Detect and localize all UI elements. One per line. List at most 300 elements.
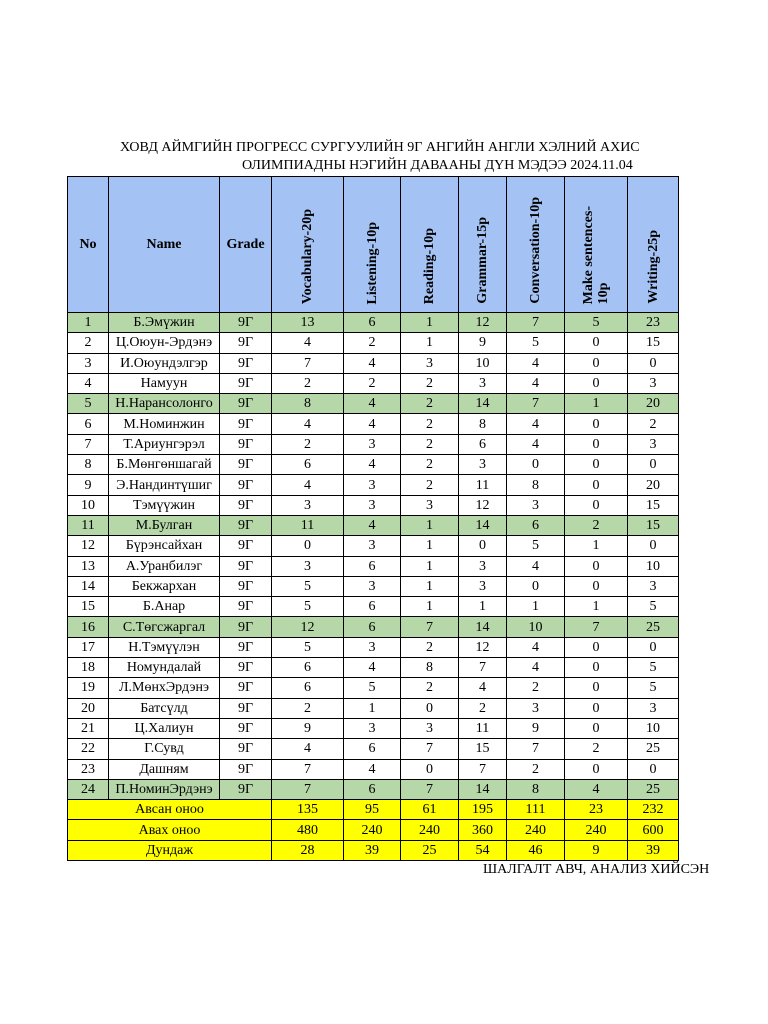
cell-name: Т.Ариунгэрэл — [109, 434, 220, 454]
cell-name: Номундалай — [109, 658, 220, 678]
cell-name: Ц.Халиун — [109, 718, 220, 738]
table-row — [68, 536, 679, 556]
cell-score: 9 — [507, 718, 565, 738]
cell-score: 2 — [272, 434, 344, 454]
header-reading: Reading-10p — [401, 177, 459, 313]
cell-score: 0 — [507, 576, 565, 596]
cell-score: 20 — [628, 394, 679, 414]
header-grammar: Grammar-15p — [459, 177, 507, 313]
cell-score: 6 — [344, 313, 401, 333]
cell-name: С.Төгсжаргал — [109, 617, 220, 637]
cell-score: 3 — [459, 373, 507, 393]
cell-grade: 9Г — [220, 759, 272, 779]
cell-name: Н.Тэмүүлэн — [109, 637, 220, 657]
table-row — [68, 373, 679, 393]
summary-value: 28 — [272, 840, 344, 860]
cell-grade: 9Г — [220, 576, 272, 596]
cell-score: 6 — [272, 678, 344, 698]
cell-score: 1 — [565, 597, 628, 617]
cell-score: 2 — [344, 373, 401, 393]
cell-score: 11 — [272, 515, 344, 535]
cell-score: 0 — [565, 718, 628, 738]
summary-value: 9 — [565, 840, 628, 860]
summary-value: 95 — [344, 800, 401, 820]
summary-value: 39 — [628, 840, 679, 860]
cell-score: 4 — [272, 414, 344, 434]
cell-name: Б.Анар — [109, 597, 220, 617]
cell-grade: 9Г — [220, 718, 272, 738]
cell-score: 4 — [344, 394, 401, 414]
summary-label: Авах оноо — [68, 820, 272, 840]
cell-name: Дашням — [109, 759, 220, 779]
cell-score: 6 — [507, 515, 565, 535]
cell-score: 2 — [401, 637, 459, 657]
cell-no: 22 — [68, 739, 109, 759]
table-row — [68, 739, 679, 759]
cell-score: 10 — [628, 556, 679, 576]
footer-note: ШАЛГАЛТ АВЧ, АНАЛИЗ ХИЙСЭН — [483, 862, 710, 877]
cell-grade: 9Г — [220, 495, 272, 515]
cell-score: 2 — [507, 759, 565, 779]
cell-score: 1 — [565, 536, 628, 556]
summary-value: 480 — [272, 820, 344, 840]
cell-score: 1 — [344, 698, 401, 718]
cell-score: 4 — [344, 353, 401, 373]
header-make-sentences: Make sentences- 10p — [565, 177, 628, 313]
cell-score: 3 — [628, 698, 679, 718]
cell-score: 0 — [565, 434, 628, 454]
cell-score: 8 — [401, 658, 459, 678]
header-vocabulary: Vocabulary-20p — [272, 177, 344, 313]
cell-score: 0 — [565, 373, 628, 393]
cell-grade: 9Г — [220, 597, 272, 617]
cell-no: 4 — [68, 373, 109, 393]
table-row — [68, 455, 679, 475]
cell-score: 3 — [344, 637, 401, 657]
cell-score: 6 — [344, 739, 401, 759]
table-row — [68, 556, 679, 576]
cell-score: 1 — [401, 536, 459, 556]
summary-value: 600 — [628, 820, 679, 840]
cell-score: 0 — [628, 637, 679, 657]
cell-score: 2 — [401, 475, 459, 495]
cell-score: 14 — [459, 617, 507, 637]
cell-no: 8 — [68, 455, 109, 475]
cell-score: 3 — [344, 475, 401, 495]
summary-value: 111 — [507, 800, 565, 820]
cell-score: 4 — [507, 658, 565, 678]
table-row — [68, 333, 679, 353]
table-row — [68, 394, 679, 414]
summary-value: 61 — [401, 800, 459, 820]
cell-score: 0 — [565, 658, 628, 678]
cell-score: 4 — [272, 333, 344, 353]
cell-no: 11 — [68, 515, 109, 535]
cell-grade: 9Г — [220, 556, 272, 576]
cell-name: Л.МөнхЭрдэнэ — [109, 678, 220, 698]
summary-value: 135 — [272, 800, 344, 820]
cell-no: 3 — [68, 353, 109, 373]
cell-grade: 9Г — [220, 353, 272, 373]
cell-no: 16 — [68, 617, 109, 637]
summary-value: 25 — [401, 840, 459, 860]
cell-score: 8 — [507, 779, 565, 799]
cell-score: 4 — [272, 739, 344, 759]
summary-value: 240 — [565, 820, 628, 840]
cell-score: 1 — [507, 597, 565, 617]
cell-score: 6 — [344, 779, 401, 799]
cell-score: 2 — [272, 698, 344, 718]
cell-score: 11 — [459, 475, 507, 495]
cell-score: 8 — [507, 475, 565, 495]
table-row — [68, 353, 679, 373]
summary-value: 39 — [344, 840, 401, 860]
title-line-1: ХОВД АЙМГИЙН ПРОГРЕСС СУРГУУЛИЙН 9Г АНГИЙН АНГЛИ ХЭЛНИЙ АХИС — [120, 140, 640, 155]
cell-score: 7 — [459, 658, 507, 678]
cell-score: 4 — [507, 373, 565, 393]
table-row — [68, 576, 679, 596]
cell-score: 4 — [507, 556, 565, 576]
cell-score: 0 — [272, 536, 344, 556]
cell-score: 0 — [565, 333, 628, 353]
header-writing: Writing-25p — [628, 177, 679, 313]
cell-score: 5 — [507, 333, 565, 353]
results-table — [67, 176, 679, 861]
cell-no: 10 — [68, 495, 109, 515]
cell-name: Б.Эмүжин — [109, 313, 220, 333]
cell-score: 8 — [272, 394, 344, 414]
cell-score: 0 — [401, 698, 459, 718]
cell-score: 7 — [507, 739, 565, 759]
cell-score: 23 — [628, 313, 679, 333]
cell-grade: 9Г — [220, 313, 272, 333]
table-row — [68, 698, 679, 718]
header-no: No — [68, 177, 109, 313]
cell-no: 23 — [68, 759, 109, 779]
cell-score: 3 — [344, 536, 401, 556]
cell-grade: 9Г — [220, 536, 272, 556]
table-row — [68, 475, 679, 495]
cell-score: 6 — [344, 617, 401, 637]
summary-value: 360 — [459, 820, 507, 840]
table-row — [68, 637, 679, 657]
cell-grade: 9Г — [220, 658, 272, 678]
cell-score: 25 — [628, 617, 679, 637]
header-grade: Grade — [220, 177, 272, 313]
cell-grade: 9Г — [220, 475, 272, 495]
cell-no: 1 — [68, 313, 109, 333]
cell-score: 3 — [344, 434, 401, 454]
cell-score: 7 — [272, 779, 344, 799]
cell-score: 5 — [565, 313, 628, 333]
cell-score: 5 — [628, 597, 679, 617]
cell-score: 13 — [272, 313, 344, 333]
cell-score: 5 — [272, 597, 344, 617]
cell-no: 21 — [68, 718, 109, 738]
summary-row — [68, 840, 679, 860]
cell-no: 19 — [68, 678, 109, 698]
cell-score: 9 — [459, 333, 507, 353]
cell-score: 0 — [565, 678, 628, 698]
cell-grade: 9Г — [220, 698, 272, 718]
cell-score: 5 — [272, 576, 344, 596]
cell-score: 3 — [344, 576, 401, 596]
cell-score: 14 — [459, 394, 507, 414]
cell-score: 3 — [507, 495, 565, 515]
cell-score: 8 — [459, 414, 507, 434]
summary-value: 23 — [565, 800, 628, 820]
cell-score: 0 — [565, 637, 628, 657]
cell-score: 12 — [459, 313, 507, 333]
title-line-2: ОЛИМПИАДНЫ НЭГИЙН ДАВААНЫ ДҮН МЭДЭЭ 2024.11.04 — [242, 158, 633, 173]
cell-grade: 9Г — [220, 394, 272, 414]
cell-score: 12 — [459, 637, 507, 657]
cell-grade: 9Г — [220, 637, 272, 657]
cell-score: 15 — [628, 515, 679, 535]
cell-score: 2 — [401, 678, 459, 698]
cell-score: 12 — [459, 495, 507, 515]
cell-score: 2 — [628, 414, 679, 434]
summary-value: 240 — [344, 820, 401, 840]
table-row — [68, 678, 679, 698]
cell-score: 25 — [628, 779, 679, 799]
cell-score: 7 — [507, 313, 565, 333]
cell-no: 15 — [68, 597, 109, 617]
cell-score: 1 — [401, 597, 459, 617]
cell-score: 1 — [401, 576, 459, 596]
cell-score: 5 — [344, 678, 401, 698]
cell-score: 7 — [507, 394, 565, 414]
cell-score: 20 — [628, 475, 679, 495]
cell-score: 1 — [401, 515, 459, 535]
table-row — [68, 617, 679, 637]
table-row — [68, 434, 679, 454]
cell-score: 1 — [401, 313, 459, 333]
cell-grade: 9Г — [220, 515, 272, 535]
cell-score: 3 — [344, 718, 401, 738]
cell-score: 2 — [507, 678, 565, 698]
cell-score: 4 — [272, 475, 344, 495]
header-conversation: Conversation-10p — [507, 177, 565, 313]
cell-name: Э.Нандинтүшиг — [109, 475, 220, 495]
cell-score: 15 — [628, 333, 679, 353]
cell-score: 2 — [459, 698, 507, 718]
cell-score: 1 — [401, 333, 459, 353]
table-row — [68, 313, 679, 333]
cell-grade: 9Г — [220, 739, 272, 759]
cell-score: 4 — [344, 414, 401, 434]
cell-score: 7 — [272, 353, 344, 373]
cell-score: 0 — [565, 556, 628, 576]
cell-name: М.Номинжин — [109, 414, 220, 434]
cell-score: 1 — [459, 597, 507, 617]
cell-no: 17 — [68, 637, 109, 657]
summary-row — [68, 820, 679, 840]
table-row — [68, 718, 679, 738]
cell-grade: 9Г — [220, 617, 272, 637]
cell-no: 24 — [68, 779, 109, 799]
cell-score: 0 — [628, 455, 679, 475]
cell-score: 3 — [459, 556, 507, 576]
cell-score: 7 — [401, 617, 459, 637]
cell-score: 10 — [628, 718, 679, 738]
summary-value: 240 — [401, 820, 459, 840]
cell-score: 6 — [344, 556, 401, 576]
cell-grade: 9Г — [220, 333, 272, 353]
cell-score: 5 — [272, 637, 344, 657]
cell-no: 6 — [68, 414, 109, 434]
cell-name: Бүрэнсайхан — [109, 536, 220, 556]
cell-score: 4 — [507, 637, 565, 657]
cell-score: 3 — [628, 576, 679, 596]
cell-score: 11 — [459, 718, 507, 738]
cell-score: 4 — [507, 353, 565, 373]
cell-score: 4 — [344, 658, 401, 678]
cell-score: 1 — [565, 394, 628, 414]
cell-score: 4 — [344, 515, 401, 535]
cell-score: 3 — [401, 718, 459, 738]
cell-score: 6 — [272, 455, 344, 475]
summary-value: 46 — [507, 840, 565, 860]
cell-score: 3 — [272, 556, 344, 576]
cell-name: Тэмүүжин — [109, 495, 220, 515]
cell-score: 2 — [565, 515, 628, 535]
summary-row — [68, 800, 679, 820]
cell-score: 5 — [628, 658, 679, 678]
cell-name: Н.Нарансолонго — [109, 394, 220, 414]
summary-label: Дундаж — [68, 840, 272, 860]
cell-score: 0 — [459, 536, 507, 556]
cell-name: Г.Сувд — [109, 739, 220, 759]
cell-grade: 9Г — [220, 373, 272, 393]
summary-value: 232 — [628, 800, 679, 820]
cell-score: 3 — [628, 373, 679, 393]
cell-score: 0 — [401, 759, 459, 779]
cell-name: Б.Мөнгөншагай — [109, 455, 220, 475]
table-row — [68, 515, 679, 535]
cell-score: 2 — [272, 373, 344, 393]
cell-no: 9 — [68, 475, 109, 495]
cell-no: 7 — [68, 434, 109, 454]
cell-score: 2 — [401, 414, 459, 434]
cell-score: 15 — [628, 495, 679, 515]
cell-score: 7 — [459, 759, 507, 779]
cell-score: 0 — [565, 495, 628, 515]
table-row — [68, 597, 679, 617]
cell-name: Ц.Оюун-Эрдэнэ — [109, 333, 220, 353]
cell-name: И.Оюундэлгэр — [109, 353, 220, 373]
cell-grade: 9Г — [220, 678, 272, 698]
cell-no: 18 — [68, 658, 109, 678]
table-row — [68, 779, 679, 799]
cell-score: 3 — [344, 495, 401, 515]
cell-score: 7 — [401, 739, 459, 759]
cell-grade: 9Г — [220, 434, 272, 454]
cell-score: 4 — [507, 414, 565, 434]
cell-score: 2 — [401, 434, 459, 454]
cell-score: 2 — [565, 739, 628, 759]
cell-score: 3 — [507, 698, 565, 718]
cell-name: Намуун — [109, 373, 220, 393]
cell-score: 0 — [565, 475, 628, 495]
cell-grade: 9Г — [220, 455, 272, 475]
cell-score: 3 — [628, 434, 679, 454]
cell-score: 0 — [628, 536, 679, 556]
cell-no: 13 — [68, 556, 109, 576]
cell-score: 0 — [565, 698, 628, 718]
cell-score: 0 — [565, 414, 628, 434]
header-name: Name — [109, 177, 220, 313]
table-row — [68, 414, 679, 434]
cell-score: 0 — [565, 353, 628, 373]
table-row — [68, 759, 679, 779]
cell-score: 9 — [272, 718, 344, 738]
cell-no: 20 — [68, 698, 109, 718]
summary-value: 54 — [459, 840, 507, 860]
table-row — [68, 495, 679, 515]
cell-score: 0 — [507, 455, 565, 475]
cell-score: 5 — [507, 536, 565, 556]
cell-score: 4 — [344, 759, 401, 779]
cell-score: 14 — [459, 515, 507, 535]
cell-score: 5 — [628, 678, 679, 698]
cell-score: 4 — [344, 455, 401, 475]
cell-score: 2 — [401, 373, 459, 393]
cell-score: 6 — [344, 597, 401, 617]
cell-score: 7 — [272, 759, 344, 779]
cell-name: П.НоминЭрдэнэ — [109, 779, 220, 799]
cell-no: 5 — [68, 394, 109, 414]
cell-score: 6 — [459, 434, 507, 454]
cell-score: 25 — [628, 739, 679, 759]
cell-name: А.Уранбилэг — [109, 556, 220, 576]
cell-score: 2 — [344, 333, 401, 353]
cell-score: 2 — [401, 455, 459, 475]
cell-score: 7 — [401, 779, 459, 799]
header-row — [68, 177, 679, 313]
cell-grade: 9Г — [220, 779, 272, 799]
cell-score: 2 — [401, 394, 459, 414]
cell-score: 4 — [459, 678, 507, 698]
cell-score: 12 — [272, 617, 344, 637]
cell-score: 3 — [272, 495, 344, 515]
cell-score: 10 — [459, 353, 507, 373]
cell-score: 6 — [272, 658, 344, 678]
cell-score: 10 — [507, 617, 565, 637]
summary-value: 240 — [507, 820, 565, 840]
summary-label: Авсан оноо — [68, 800, 272, 820]
cell-score: 0 — [565, 759, 628, 779]
cell-score: 4 — [507, 434, 565, 454]
cell-score: 15 — [459, 739, 507, 759]
cell-score: 0 — [628, 353, 679, 373]
cell-score: 3 — [459, 455, 507, 475]
table-row — [68, 658, 679, 678]
cell-name: М.Булган — [109, 515, 220, 535]
cell-score: 3 — [459, 576, 507, 596]
cell-name: Батсүлд — [109, 698, 220, 718]
cell-score: 3 — [401, 353, 459, 373]
cell-score: 3 — [401, 495, 459, 515]
header-listening: Listening-10p — [344, 177, 401, 313]
cell-score: 7 — [565, 617, 628, 637]
cell-score: 0 — [628, 759, 679, 779]
cell-score: 14 — [459, 779, 507, 799]
cell-name: Бекжархан — [109, 576, 220, 596]
summary-value: 195 — [459, 800, 507, 820]
cell-no: 14 — [68, 576, 109, 596]
cell-no: 12 — [68, 536, 109, 556]
